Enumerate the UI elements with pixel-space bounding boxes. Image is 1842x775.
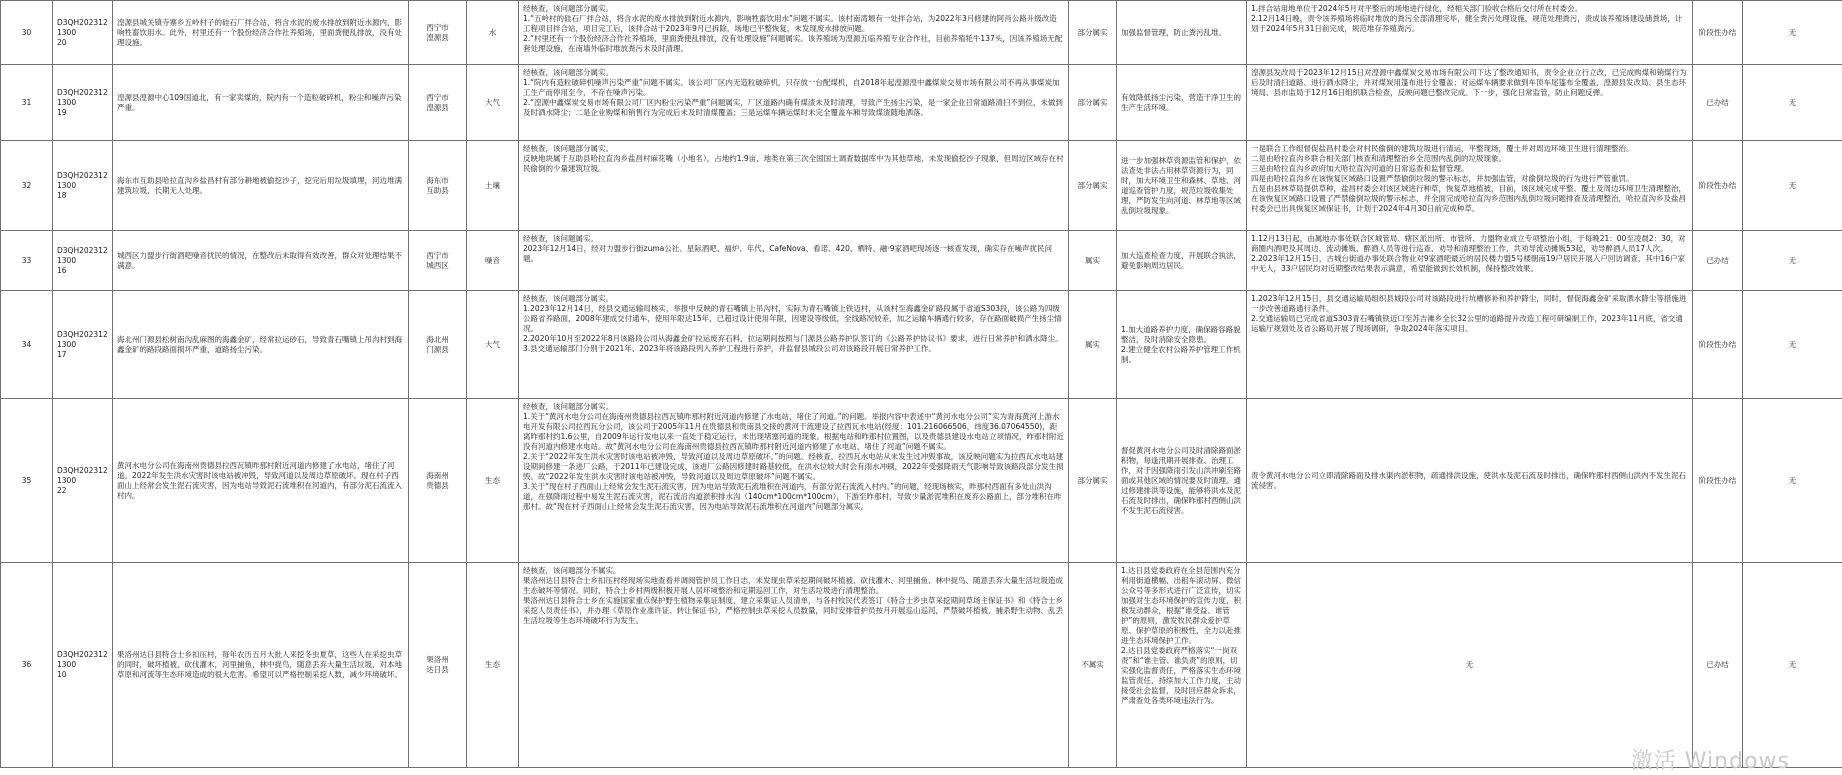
region: 海北州 门源县	[409, 291, 467, 399]
case-code: D3QH2023121300 16	[53, 231, 113, 291]
row-number: 30	[1, 1, 53, 65]
measure: 督促黄河水电分公司及时清除路面淤积物，每逢汛期开展排查、治理工作，对于因强降雨引发山洪冲刷至路面或其他区域的情况要及时清理。通过修建排洪等设施，能够将洪水及泥石流及时排出，确保昨那村西侧山洪不发生泥石流侵害。	[1117, 399, 1247, 563]
measure: 加大巡查检查力度，开展联合执法，避免影响周边居民。	[1117, 231, 1247, 291]
case-code: D3QH2023121300 17	[53, 291, 113, 399]
table-row	[1, 1, 1842, 65]
verdict: 部分属实	[1069, 65, 1117, 141]
rectification: 一是联合工作组督促盐昌村委会对村民偷倒的建筑垃圾进行清运，平整现场，覆土并对周边环境卫生进行清理整治。 二是由哈拉直沟乡联合相关部门核查和清理整治乡全范围内乱倒的垃圾现象。 三是由哈拉直沟乡政府加大哈拉直沟河道的日常巡查和监督管理。 四是由哈拉直沟乡在该恢复区域路口设置严禁偷倒垃圾的警示标志，并加强监管，对偷倒垃圾的行为进行严管重罚。 五是由县林草局提供草种，盐昌村委会对该区域进行种草，恢复草地植被，目前，该区域完成平整、覆土及周边环境卫生清理整治，在该恢复区域路口设置了严禁偷倒垃圾的警示标志，并全面完成哈拉直沟乡范围内乱倒垃圾问题排查及清理整治，哈拉直沟乡及盐昌村委会已出具恢复区域保证书，计划于2024年4月30日前完成种草。	[1247, 141, 1693, 231]
investigation-result: 经核查，该问题部分不属实。 果洛州达日县特合士乡扣压村经现场实地查看并调阅管护员工作日志，未发现虫草采挖期间破坏植被、砍伐灌木、河里捕鱼、林中捉鸟、随意丢弃大量生活垃圾造成生态破坏等情况。同时，特合士乡村两级积极开展人居环境整治和定期巡回工作，对生活垃圾进行清理整治。 果洛州达日县特合士乡在实施国家重点保护野生植物采集证制度，建立采集证人员清单，与各村牧民代表签订《特合士乡虫草采挖期间草场主保证书》和《特合士乡采挖人员责任书》，并办理《草原作业准许证、转让保证书》，严格控制虫草采挖人员数量，同时安排管护员按月开展巡山巡河，严禁破坏植被、捕杀野生动物、乱丢生活垃圾等生态环境破坏行为发生。	[519, 563, 1069, 768]
case-code: D3QH2023121300 19	[53, 65, 113, 141]
rectification: 责令黄河水电分公司立即清除路面及排水渠内淤积物，疏通排洪设施，使洪水及泥石流及时排出，确保昨那村西侧山洪内不发生泥石流侵害。	[1247, 399, 1693, 563]
row-number: 36	[1, 563, 53, 768]
status: 已办结	[1693, 563, 1743, 768]
pollution-type: 生态	[467, 399, 519, 563]
status: 已办结	[1693, 231, 1743, 291]
region: 海东市 互助县	[409, 141, 467, 231]
measure: 进一步加强林草资源监管和保护，依法查处非法占用林草资源行为，同时，加大环境卫生和森林、草地、河道巡查管护力度，规范垃圾收集处理，严防发生向河道、林草地等区域乱倒垃圾现象。	[1117, 141, 1247, 231]
complaint-content: 果洛州达日县特合士乡扣压村，每年农历五月大批人来挖冬虫夏草，这些人在采挖虫草的同时，破坏植被，砍伐灌木，河里捕鱼，林中捉鸟，随意丢弃大量生活垃圾，对本地草原和河流等生态环境造成的很大危害。希望可以严格控制采挖人数，减少环境破坏。	[113, 563, 409, 768]
row-number: 34	[1, 291, 53, 399]
measure: 有效降低扬尘污染，营造干净卫生的生产生活环境。	[1117, 65, 1247, 141]
rectification: 1.2023年12月15日，县交通运输局组织县城段公司对该路段进行坑槽修补和养护降尘，同时，督促海鑫金矿采取洒水降尘等措施进一步改善道路通行条件。 2.交通运输局已完成省道S303青石嘴镇铁迈口至苏吉滩乡全长32公里的道路提升改造工程可研编制工作，2023年11月底，省交通运输厅规划处及省公路局开展了现场调研，争取2024年落实项目。	[1247, 291, 1693, 399]
investigation-result: 经核查，该问题部分属实。 1.2023年12月14日，经县交通运输局核实，举报中反映的青石嘴镇上吊沟村，实际为青石嘴镇上铁迈村，从该村至海鑫金矿路段属于省道S303段，该公路为四级公路省养路面，2008年建成交付通车，使用年限达15年，已超过设计使用年限，因建设等级低，全线路况较差，加之运输车辆通行较多，存在路面破损产生扬尘情况。 2.2020年10月至2022年8月该路段公司从海鑫金矿拉运废弃石料，拉运期间按照与门源县公路养护队签订的《公路养护协议书》要求，进行日常养护和洒水降尘。 3.县交通运输部门分别于2021年、2023年将该路段列入养护工程进行养护，并监督县城段公司对该路段开展日常养护工作。	[519, 291, 1069, 399]
pollution-type: 生态	[467, 563, 519, 768]
region: 果洛州 达日县	[409, 563, 467, 768]
region: 西宁市 湟源县	[409, 65, 467, 141]
pollution-type: 水	[467, 1, 519, 65]
table-row	[1, 65, 1842, 141]
table-row	[1, 291, 1842, 399]
pollution-type: 大气	[467, 65, 519, 141]
row-number: 33	[1, 231, 53, 291]
measure: 加强监督管理，防止粪污乱堆。	[1117, 1, 1247, 65]
complaint-content: 湟源县湟源中心109国道北，有一家卖煤的，院内有一个造粒破碎机，粉尘和噪声污染严重。	[113, 65, 409, 141]
rectification: 1.拌合站用地单位于2024年5月对平整后的场地进行绿化，经相关部门验收合格后交付所在村委会。 2.12月14日晚，责令该养殖场将临时堆放的粪污全部清理完毕，健全粪污处理设施，规范处理粪污，责成该养殖场建设储粪场，计划于2024年5月31日前完成，规范堆存养殖粪污。	[1247, 1, 1693, 65]
pollution-type: 大气	[467, 291, 519, 399]
table-row	[1, 563, 1842, 768]
status: 阶段性办结	[1693, 399, 1743, 563]
pollution-type: 噪音	[467, 231, 519, 291]
status: 已办结	[1693, 65, 1743, 141]
rectification: 1.12月13日起，由属地办事处联合区城管局、辖区派出所、市管所、力盟物业成立专项整治小组，于每晚21：00至凌晨2：30，对商圈内酒吧及其周边、流动摊贩、醉酒人员等进行巡查、劝导和清理整治工作，共劝导流动摊贩53起，劝导醉酒人员17人次。 2.2023年12月15日，古城台街道办事处联合物业对9家酒吧最近的居民楼力盟5号楼朝南19户居民开展入户回访调查，其中16户家中无人，33户居民均对近期整改结果表示满意，希望能做到长效机制，保持整改效果。	[1247, 231, 1693, 291]
case-code: D3QH2023121300 20	[53, 1, 113, 65]
status: 阶段性办结	[1693, 291, 1743, 399]
verdict: 属实	[1069, 291, 1117, 399]
rectification: 湟源县发改局于2023年12月15日对湟源中鑫煤炭交易市场有限公司下达了整改通知书，责令企业立行立改，已完成购煤和销煤行为后及时清扫道路、进行洒水降尘，并对煤炭用篷布进行全覆盖；对运煤车辆要求做到车顶车尾篷布全覆盖，湟源县发改局、县生态环境局、县市监局于12月16日组织联合检查，反映问题已整改完成。下一步，强化日常监管，防止问题反弹。	[1247, 65, 1693, 141]
case-code: D3QH2023121300 10	[53, 563, 113, 768]
investigation-result: 经核查，该问题部分属实。 1.“院内有造粒破碎机噪声污染严重”问题不属实。该公司厂区内无造粒破碎机，只存放一台配煤机，自2018年起湟源湟中鑫煤炭交易市场有限公司不再从事煤炭加工生产而停用至今，不存在噪声污染。 2.“湟源中鑫煤炭交易市场有限公司厂区内粉尘污染严重”问题属实，厂区道路内确有煤渣未及时清理，导致产生扬尘污染，是一家企业日常道路清扫不到位，未做到及时洒水降尘；二是企业购煤和销售行为完成后未及时清煤覆盖；三是运煤车辆运煤时未完全覆盖车厢导致煤渣随地洒落。	[519, 65, 1069, 141]
table-row	[1, 399, 1842, 563]
row-number: 31	[1, 65, 53, 141]
activation-watermark: 激活 Windows	[1631, 744, 1790, 775]
extra-note: 无	[1743, 399, 1842, 563]
table-row	[1, 231, 1842, 291]
status: 阶段性办结	[1693, 1, 1743, 65]
complaint-content: 黄河水电分公司在海南州贵德县拉西瓦镇昨那村附近河道内修建了水电站，堵住了河道。2022年发生洪水灾害时该电站被冲毁，导致河道以及周边草原破坏。现在村子西面山上经常会发生泥石流灾害，因为电站导致泥石流堆积在河道内，有部分泥石流流入村内。	[113, 399, 409, 563]
extra-note: 无	[1743, 65, 1842, 141]
measure: 1.达日县党委政府在全县范围内充分利用街道横幅、出租车滚动屏、微信公众号等多形式进行广泛宣传，切实加强对生态环境保护的宣传力度，积极发动群众，根据“谁受益、谁管护”的原则，激发牧民群众爱护草原、保护草原的积极性，全力以赴推进生态环境保护工作。 2.达日县党委政府严格落实“一岗双责”和“谁主管、谁负责”的原则，切实强化监督责任，严格落实生态环境监管责任，持续加大工作力度，主动接受社会监督，及时回应群众诉求，严肃查处各类环境违法行为。	[1117, 563, 1247, 768]
complaint-content: 湟源县城关镇寺寨乡五岭村子的硅石厂拌合站，将含水泥的废水排放到附近水源内，影响牲畜饮用水。此外，村里还有一个股份经济合作社养殖场，里面粪便乱排放，没有处理设施。	[113, 1, 409, 65]
verdict: 部分属实	[1069, 399, 1117, 563]
case-code: D3QH2023121300 22	[53, 399, 113, 563]
extra-note: 无	[1743, 141, 1842, 231]
complaint-content: 海东市互助县哈拉直沟乡盐昌村有部分耕地被偷挖沙子，挖完后用垃圾填埋，河边堆满建筑垃圾，长期无人处理。	[113, 141, 409, 231]
case-code: D3QH2023121300 18	[53, 141, 113, 231]
pollution-type: 土壤	[467, 141, 519, 231]
extra-note: 无	[1743, 291, 1842, 399]
extra-note: 无	[1743, 231, 1842, 291]
investigation-result: 经核查，该问题部分属实。 1.关于“黄河水电分公司在海南州贵德县拉西瓦镇昨那村附近河道内修建了水电站，堵住了河道。”的问题。举报内容中表述中“黄河水电分公司”实为青海黄河上游水电开发有限公司拉西瓦分公司，该公司于2005年11月在贵德县和贵南县交接的黄河干流建设了拉西瓦水电站(经度：101.216066506，纬度36.07064550)，距离昨那村约1.6公里，自2009年运行发电以来一直处于稳定运行，未出现堵塞河道的现象。根据电站和昨那村位置图，以及贵德县建设水电站立项情况，昨那村附近没有河道内修建水电站。故“黄河水电分公司在海南州贵德县拉西瓦镇昨那村附近河道内修建了水电站，堵住了河道”问题不属实。 2.关于“2022年发生洪水灾害时该电站被冲毁，导致河道以及周边草原破坏。”的问题。经核查，拉西瓦水电站从未发生过冲毁事故，该反映问题实为拉西瓦水电站建设期间修建一条进厂公路，于2011年已建设完成，该进厂公路因修建时路基较低，在洪水位较大时会有雨水冲刷，2022年受强降雨天气影响导致该路段部分发生损毁。故“2022年发生洪水灾害时该电站被冲毁，导致河道以及周边草原破坏”问题不属实。 3.关于“现在村子西面山上经常会发生泥石流灾害，因为电站导致泥石流堆积在河道内，有部分泥石流流入村内。”的问题，经现场核实，昨那村西面有多处山洪沟道，在强降雨过程中易发生泥石流灾害，泥石流沿沟道淤积排水沟（140cm*100cm*100cm），下游至昨那村，导致少量淤泥堆积在废弃公路面上，部分堆积在昨那村。故“现在村子西面山上经常会发生泥石流灾害，因为电站导致泥石流堆积在河道内”问题部分属实。	[519, 399, 1069, 563]
verdict: 不属实	[1069, 563, 1117, 768]
investigation-result: 经核查，该问题部分属实。 反映地块属于互助县哈拉直沟乡盐昌村麻花嘴（小地名），占地约1.9亩，地类在第三次全国国土调查数据库中为其他草地，未发现偷挖沙子现象，但周边区域存在村民偷倒的少量建筑垃圾。	[519, 141, 1069, 231]
status: 阶段性办结	[1693, 141, 1743, 231]
investigation-result: 经核查，该问题部分属实。 1.“五岭村的硅石厂拌合站，将含水泥的废水排放到附近水源内，影响牲畜饮用水”问题不属实。该村南湾塬有一处拌合站，为2022年3月修建的阿肖公路升级改造工程项目拌合站，项目完工后，该拌合站于2023年9月已拆除，场地已平整恢复，未发现废水排放问题。 2.“村里还有一个股份经济合作社养殖场，里面粪便乱排放，没有处理设施”问题属实。该养殖场为湟源五临养殖专业合作社，目前养殖牦牛137头，因该养殖场无配套处理设施，在南墙外临时堆放粪污未及时清理。	[519, 1, 1069, 65]
investigation-result: 经核查，该问题属实。 2023年12月14日，经对力盟步行街zuma公社、星际酒吧、福炉、年代、CafeNova、看诺、420、栖特、融·9家酒吧现场逐一核查发现，确实存在噪声扰民问题。	[519, 231, 1069, 291]
region: 西宁市 城西区	[409, 231, 467, 291]
verdict: 属实	[1069, 231, 1117, 291]
table-row	[1, 141, 1842, 231]
verdict: 部分属实	[1069, 141, 1117, 231]
complaint-content: 城西区力盟步行街酒吧噪音扰民的情况，在整改后未取得有效改善，群众对处理结果不满意。	[113, 231, 409, 291]
rectification: 无	[1247, 563, 1693, 768]
row-number: 32	[1, 141, 53, 231]
measure: 1.加大道路养护力度，确保路容路貌整洁，及时消除安全隐患。 2.建立健全农村公路养护管理工作机制。	[1117, 291, 1247, 399]
row-number: 35	[1, 399, 53, 563]
region: 海南州 贵德县	[409, 399, 467, 563]
complaint-content: 海北州门源县松树南沟乱麻图的海鑫金矿，经常拉运砂石，导致青石嘴镇上吊沟村到海鑫金矿的路段路面损坏严重，道路扬尘污染。	[113, 291, 409, 399]
extra-note: 无	[1743, 1, 1842, 65]
verdict: 部分属实	[1069, 1, 1117, 65]
region: 西宁市 湟源县	[409, 1, 467, 65]
extra-note: 无	[1743, 563, 1842, 768]
